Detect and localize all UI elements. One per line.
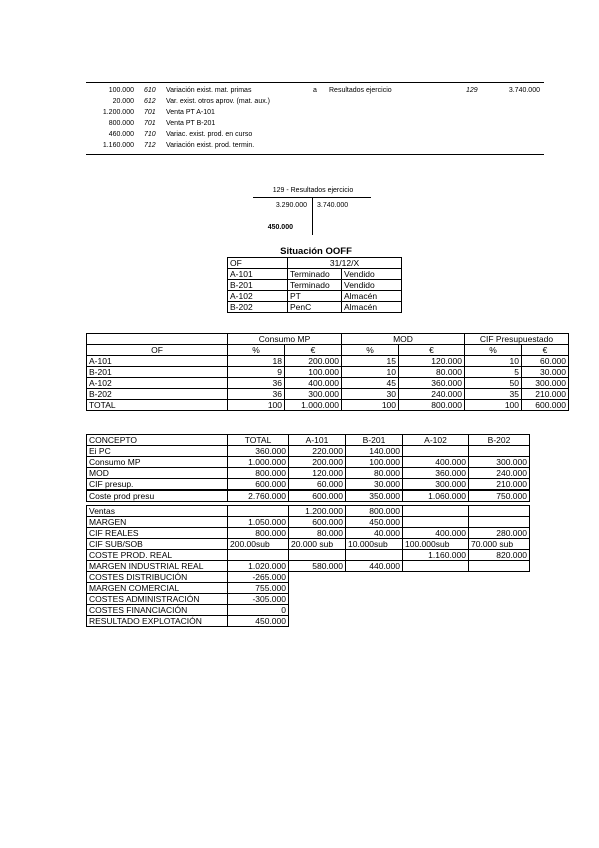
concepto-cell [346, 550, 403, 561]
consumo-header-cif: CIF Presupuestado [465, 334, 569, 345]
concepto-cell: 400.000 [403, 528, 469, 539]
journal-line [86, 96, 544, 107]
consumo-cell: 10 [465, 356, 522, 367]
consumo-cell: 210.000 [522, 389, 569, 400]
concepto-cell: 100.000sub [403, 539, 469, 550]
journal-line [86, 140, 544, 151]
consumo-cell: B-202 [87, 389, 228, 400]
consumo-subheader: € [399, 345, 465, 356]
concepto-cell: 1.020.000 [228, 561, 289, 572]
consumo-cell: 36 [228, 389, 285, 400]
account-code: 712 [144, 142, 156, 149]
table-row [87, 345, 569, 356]
consumo-subheader: € [285, 345, 342, 356]
concepto-cell: 400.000 [403, 457, 469, 468]
debit-amount: 100.000 [108, 87, 134, 94]
concepto-header: CONCEPTO [87, 435, 228, 446]
consumo-cell: 120.000 [399, 356, 465, 367]
concepto-cell [469, 517, 530, 528]
summary-value: -265.000 [228, 572, 289, 583]
table-row [87, 400, 569, 411]
concepto-cell: 40.000 [346, 528, 403, 539]
t-account-title: 129 - Resultados ejercicio [272, 187, 354, 194]
credit-code: 129 [466, 87, 478, 94]
concepto-cell: 1.060.000 [403, 490, 469, 502]
concepto-header: A-102 [403, 435, 469, 446]
consumo-header-mod: MOD [342, 334, 465, 345]
concepto-cell: 10.000sub [346, 539, 403, 550]
consumo-cell: A-101 [87, 356, 228, 367]
table-row [228, 280, 402, 291]
consumo-cell: 15 [342, 356, 399, 367]
blank [289, 583, 530, 594]
summary-label: COSTES DISTRIBUCIÓN [87, 572, 228, 583]
table-row [87, 517, 530, 528]
consumo-subheader: € [522, 345, 569, 356]
concepto-cell [289, 550, 346, 561]
ooff-cell: PT [288, 291, 342, 302]
concepto-cell: 2.760.000 [228, 490, 289, 502]
concepto-cell: 280.000 [469, 528, 530, 539]
ooff-title: Situación OOFF [280, 246, 352, 257]
table-row [87, 367, 569, 378]
ooff-header-date: 31/12/X [288, 258, 402, 269]
concepto-cell: 1.000.000 [228, 457, 289, 468]
concepto-cell: 800.000 [346, 506, 403, 517]
concepto-cell [403, 506, 469, 517]
concepto-cell [228, 550, 289, 561]
concepto-cell: 240.000 [469, 468, 530, 479]
ooff-cell: PenC [288, 302, 342, 313]
consumo-subheader: % [465, 345, 522, 356]
table-row [87, 539, 530, 550]
concepto-cell: 70.000 sub [469, 539, 530, 550]
summary-label: COSTES FINANCIACIÓN [87, 605, 228, 616]
table-row [87, 334, 569, 345]
consumo-total-label: TOTAL [87, 400, 228, 411]
concepto-cell [469, 446, 530, 457]
consumo-cell: 50 [465, 378, 522, 389]
concepto-label: CIF REALES [87, 528, 228, 539]
concepto-cell: 440.000 [346, 561, 403, 572]
concepto-cell [403, 446, 469, 457]
summary-value: -305.000 [228, 594, 289, 605]
table-row [87, 378, 569, 389]
consumo-cell: 35 [465, 389, 522, 400]
table-row [87, 468, 530, 479]
blank [289, 572, 530, 583]
concepto-cell: 140.000 [346, 446, 403, 457]
concepto-label: Consumo MP [87, 457, 228, 468]
ooff-cell: Vendido [342, 269, 402, 280]
consumo-cell: B-201 [87, 367, 228, 378]
concepto-header: B-202 [469, 435, 530, 446]
consumo-cell: 9 [228, 367, 285, 378]
account-desc: Var. exist. otros aprov. (mat. aux.) [166, 98, 270, 105]
ooff-cell: Terminado [288, 280, 342, 291]
summary-value: 450.000 [228, 616, 289, 627]
concepto-cell: 750.000 [469, 490, 530, 502]
consumo-cell: 300.000 [285, 389, 342, 400]
concepto-cell: 360.000 [403, 468, 469, 479]
concepto-cell: 1.160.000 [403, 550, 469, 561]
concepto-cell: 300.000 [469, 457, 530, 468]
table-row [87, 594, 530, 605]
concepto-label: Coste prod presu [87, 490, 228, 502]
summary-value: 0 [228, 605, 289, 616]
consumo-cell: 400.000 [285, 378, 342, 389]
consumo-cell: 36 [228, 378, 285, 389]
concepto-cell: 300.000 [403, 479, 469, 491]
concepto-cell: 820.000 [469, 550, 530, 561]
consumo-subheader: % [228, 345, 285, 356]
concepto-cell: 1.050.000 [228, 517, 289, 528]
concepto-header: TOTAL [228, 435, 289, 446]
ooff-header-of: OF [228, 258, 288, 269]
table-row [87, 550, 530, 561]
consumo-header-mp: Consumo MP [228, 334, 342, 345]
consumo-cell: 240.000 [399, 389, 465, 400]
account-code: 612 [144, 98, 156, 105]
concepto-header: A-101 [289, 435, 346, 446]
summary-value: 755.000 [228, 583, 289, 594]
consumo-cell: 10 [342, 367, 399, 378]
table-row [228, 302, 402, 313]
ooff-cell: Vendido [342, 280, 402, 291]
concepto-cell: 800.000 [228, 528, 289, 539]
table-row [87, 490, 530, 502]
table-row [87, 389, 569, 400]
concepto-cell: 350.000 [346, 490, 403, 502]
concepto-cell: 1.200.000 [289, 506, 346, 517]
ooff-cell: Almacén [342, 302, 402, 313]
consumo-cell: 60.000 [522, 356, 569, 367]
debit-amount: 800.000 [108, 120, 134, 127]
table-row [87, 561, 530, 572]
consumo-header-empty [87, 334, 228, 345]
concepto-cell: 450.000 [346, 517, 403, 528]
concepto-cell: 200.000 [289, 457, 346, 468]
concepto-cell: 60.000 [289, 479, 346, 491]
concepto-cell: 30.000 [346, 479, 403, 491]
concepto-cell [469, 506, 530, 517]
account-code: 701 [144, 109, 156, 116]
consumo-cell: 100.000 [285, 367, 342, 378]
consumo-cell: 1.000.000 [285, 400, 342, 411]
consumo-cell: 800.000 [399, 400, 465, 411]
account-code: 610 [144, 87, 156, 94]
table-row [87, 605, 530, 616]
concepto-header: B-201 [346, 435, 403, 446]
debit-amount: 1.200.000 [102, 109, 134, 116]
concepto-label: CIF SUB/SOB [87, 539, 228, 550]
t-account [253, 187, 373, 237]
debit-amount: 1.160.000 [102, 142, 134, 149]
journal-entry [86, 82, 544, 155]
journal-line [86, 107, 544, 118]
concepto-label: Ventas [87, 506, 228, 517]
account-code: 701 [144, 120, 156, 127]
consumo-cell: 200.000 [285, 356, 342, 367]
journal-line [86, 129, 544, 140]
table-row [87, 435, 530, 446]
account-desc: Variación exist. prod. termin. [166, 142, 255, 149]
concepto-cell [403, 517, 469, 528]
concepto-cell: 600.000 [289, 490, 346, 502]
table-row [228, 269, 402, 280]
table-row [87, 528, 530, 539]
consumo-cell: 100 [228, 400, 285, 411]
table-row [87, 616, 530, 627]
consumo-cell: 100 [465, 400, 522, 411]
journal-line [86, 85, 544, 96]
summary-label: MARGEN COMERCIAL [87, 583, 228, 594]
table-row [87, 583, 530, 594]
t-account-credit: 3.740.000 [317, 202, 349, 209]
blank [289, 594, 530, 605]
consumo-cell: 5 [465, 367, 522, 378]
concepto-label: MARGEN [87, 517, 228, 528]
consumo-cell: 100 [342, 400, 399, 411]
consumo-subheader: % [342, 345, 399, 356]
table-row [87, 572, 530, 583]
debit-amount: 460.000 [108, 131, 134, 138]
consumo-cell: 80.000 [399, 367, 465, 378]
concepto-cell: 80.000 [289, 528, 346, 539]
table-row [87, 506, 530, 517]
concepto-cell [469, 561, 530, 572]
account-desc: Variac. exist. prod. en curso [166, 131, 253, 138]
journal-connector: a [313, 87, 317, 94]
ooff-cell: Almacén [342, 291, 402, 302]
concepto-cell: 580.000 [289, 561, 346, 572]
ooff-table [227, 257, 402, 313]
debit-amount: 20.000 [112, 98, 134, 105]
ooff-cell: A-102 [228, 291, 288, 302]
concepto-cell: 80.000 [346, 468, 403, 479]
ooff-cell: B-202 [228, 302, 288, 313]
consumo-cell: 45 [342, 378, 399, 389]
account-desc: Venta PT B-201 [166, 120, 216, 127]
consumo-cell: 300.000 [522, 378, 569, 389]
concepto-cell: 120.000 [289, 468, 346, 479]
concepto-cell [403, 561, 469, 572]
consumo-cell: 600.000 [522, 400, 569, 411]
journal-line [86, 118, 544, 129]
concepto-cell: 360.000 [228, 446, 289, 457]
concepto-label: MOD [87, 468, 228, 479]
table-row [228, 291, 402, 302]
concepto-label: COSTE PROD. REAL [87, 550, 228, 561]
concepto-cell: 600.000 [289, 517, 346, 528]
t-account-balance: 450.000 [267, 224, 293, 231]
blank [289, 605, 530, 616]
table-row [87, 356, 569, 367]
concepto-cell [228, 506, 289, 517]
consumo-cell: 30 [342, 389, 399, 400]
table-row [87, 446, 530, 457]
consumo-table [86, 333, 569, 411]
concepto-label: Ei PC [87, 446, 228, 457]
concepto-cell: 100.000 [346, 457, 403, 468]
concepto-label: MARGEN INDUSTRIAL REAL [87, 561, 228, 572]
blank [289, 616, 530, 627]
ooff-cell: A-101 [228, 269, 288, 280]
account-desc: Venta PT A-101 [166, 109, 215, 116]
concepto-table [86, 434, 530, 627]
account-code: 710 [144, 131, 156, 138]
concepto-cell: 210.000 [469, 479, 530, 491]
credit-desc: Resultados ejercicio [329, 87, 392, 94]
credit-amount: 3.740.000 [508, 87, 540, 94]
table-row [228, 258, 402, 269]
summary-label: RESULTADO EXPLOTACIÓN [87, 616, 228, 627]
table-row [87, 457, 530, 468]
concepto-cell: 220.000 [289, 446, 346, 457]
concepto-cell: 200.00sub [228, 539, 289, 550]
table-row [87, 479, 530, 491]
ooff-cell: Terminado [288, 269, 342, 280]
consumo-cell: A-102 [87, 378, 228, 389]
summary-label: COSTES ADMINISTRACIÓN [87, 594, 228, 605]
consumo-header-of: OF [87, 345, 228, 356]
consumo-cell: 360.000 [399, 378, 465, 389]
account-desc: Variación exist. mat. primas [166, 87, 252, 94]
t-account-debit: 3.290.000 [275, 202, 307, 209]
ooff-cell: B-201 [228, 280, 288, 291]
concepto-cell: 20.000 sub [289, 539, 346, 550]
concepto-cell: 800.000 [228, 468, 289, 479]
consumo-cell: 30.000 [522, 367, 569, 378]
consumo-cell: 18 [228, 356, 285, 367]
concepto-label: CIF presup. [87, 479, 228, 491]
concepto-cell: 600.000 [228, 479, 289, 491]
t-account-vline [312, 197, 313, 235]
